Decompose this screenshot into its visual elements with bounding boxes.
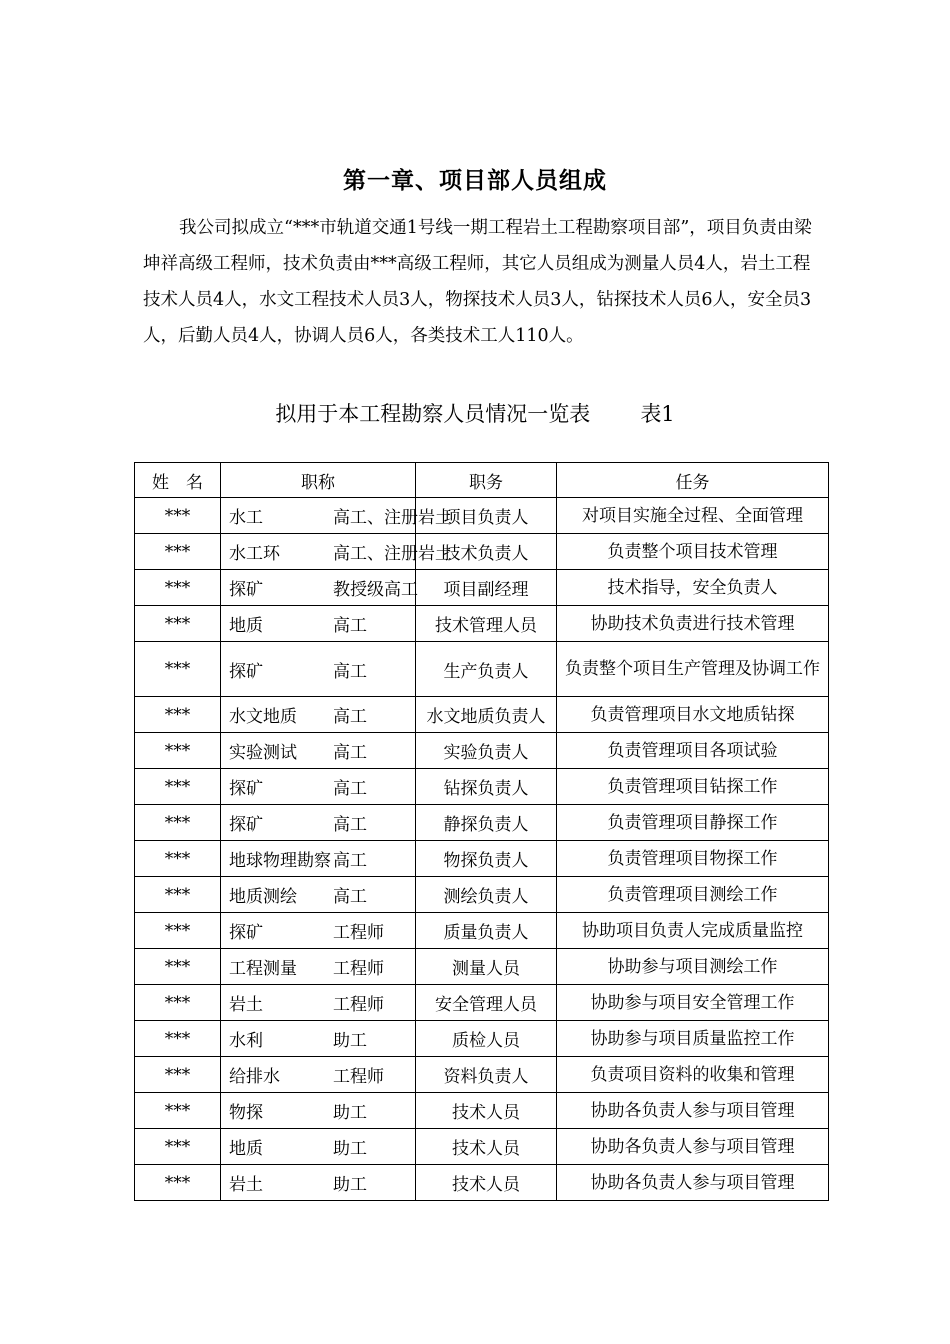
table-row <box>135 949 829 985</box>
header-task: 任务 <box>557 463 829 498</box>
header-name: 姓 名 <box>135 463 221 498</box>
cell-title <box>221 913 416 949</box>
cell-name: *** <box>135 1021 221 1057</box>
table-row <box>135 1021 829 1057</box>
cell-title-grade: 助工 <box>333 1175 367 1195</box>
cell-title-specialty: 水文地质 <box>229 707 297 727</box>
cell-title-specialty: 探矿 <box>229 580 263 600</box>
cell-title-specialty: 岩土 <box>229 995 263 1015</box>
cell-task: 协助各负责人参与项目管理 <box>557 1093 829 1129</box>
table-row <box>135 769 829 805</box>
cell-task: 技术指导，安全负责人 <box>557 570 829 606</box>
cell-title-grade: 助工 <box>333 1103 367 1123</box>
cell-title-grade: 教授级高工 <box>333 580 418 600</box>
cell-name: *** <box>135 1057 221 1093</box>
cell-title-specialty: 实验测试 <box>229 743 297 763</box>
cell-title-specialty: 探矿 <box>229 779 263 799</box>
cell-title-specialty: 探矿 <box>229 923 263 943</box>
cell-duty: 钻探负责人 <box>416 769 557 805</box>
cell-task: 协助项目负责人完成质量监控 <box>557 913 829 949</box>
cell-title <box>221 841 416 877</box>
cell-name: *** <box>135 877 221 913</box>
cell-duty: 项目负责人 <box>416 498 557 534</box>
cell-task: 协助参与项目质量监控工作 <box>557 1021 829 1057</box>
table-row <box>135 642 829 697</box>
table-row <box>135 534 829 570</box>
cell-title-specialty: 水工环 <box>229 544 280 564</box>
cell-duty: 测绘负责人 <box>416 877 557 913</box>
cell-title-specialty: 给排水 <box>229 1067 280 1087</box>
cell-title-grade: 助工 <box>333 1031 367 1051</box>
table-row <box>135 606 829 642</box>
cell-title-specialty: 水利 <box>229 1031 263 1051</box>
cell-duty: 水文地质负责人 <box>416 697 557 733</box>
cell-title-grade: 高工、注册岩土 <box>333 544 452 564</box>
cell-task: 负责管理项目钻探工作 <box>557 769 829 805</box>
cell-name: *** <box>135 1165 221 1201</box>
table-row <box>135 570 829 606</box>
cell-task: 负责管理项目测绘工作 <box>557 877 829 913</box>
table-row <box>135 1165 829 1201</box>
cell-title-grade: 高工 <box>333 616 367 636</box>
cell-name: *** <box>135 733 221 769</box>
cell-task: 负责整个项目生产管理及协调工作 <box>557 642 829 697</box>
cell-title-specialty: 地质 <box>229 616 263 636</box>
cell-title <box>221 642 416 697</box>
cell-duty: 质检人员 <box>416 1021 557 1057</box>
cell-name: *** <box>135 805 221 841</box>
cell-task: 协助各负责人参与项目管理 <box>557 1129 829 1165</box>
personnel-table <box>134 462 829 1201</box>
table-caption-text: 拟用于本工程勘察人员情况一览表 <box>275 402 591 426</box>
table-row <box>135 697 829 733</box>
cell-title <box>221 1165 416 1201</box>
table-body <box>135 498 829 1201</box>
table-row <box>135 913 829 949</box>
header-title: 职称 <box>221 463 416 498</box>
cell-name: *** <box>135 642 221 697</box>
cell-title-grade: 工程师 <box>333 1067 384 1087</box>
cell-duty: 技术管理人员 <box>416 606 557 642</box>
cell-task: 负责整个项目技术管理 <box>557 534 829 570</box>
cell-duty: 技术人员 <box>416 1129 557 1165</box>
cell-name: *** <box>135 498 221 534</box>
cell-title <box>221 1093 416 1129</box>
cell-title-specialty: 岩土 <box>229 1175 263 1195</box>
cell-title-grade: 助工 <box>333 1139 367 1159</box>
cell-task: 协助参与项目测绘工作 <box>557 949 829 985</box>
cell-task: 协助各负责人参与项目管理 <box>557 1165 829 1201</box>
cell-duty: 生产负责人 <box>416 642 557 697</box>
cell-title-grade: 高工 <box>333 815 367 835</box>
header-duty: 职务 <box>416 463 557 498</box>
cell-duty: 技术人员 <box>416 1093 557 1129</box>
cell-title <box>221 769 416 805</box>
cell-task: 负责管理项目静探工作 <box>557 805 829 841</box>
cell-title-specialty: 地球物理勘察 <box>229 851 331 871</box>
cell-title <box>221 498 452 534</box>
cell-title <box>221 949 416 985</box>
cell-task: 对项目实施全过程、全面管理 <box>557 498 829 534</box>
cell-title <box>221 805 416 841</box>
cell-title <box>221 1129 416 1165</box>
cell-title <box>221 1021 416 1057</box>
cell-name: *** <box>135 913 221 949</box>
cell-name: *** <box>135 606 221 642</box>
intro-paragraph-text: 我公司拟成立“***市轨道交通1号线一期工程岩土工程勘察项目部”，项目负责由梁坤祥高级工程师，技术负责由***高级工程师，其它人员组成为测量人员4人，岩土工程技术人员4人，水文工程技术人员3人，物探技术人员3人，钻探技术人员6人，安全员3人，后勤人员4人，协调人员6人，各类技术工人110人。 <box>143 218 812 346</box>
cell-title-grade: 工程师 <box>333 923 384 943</box>
cell-title-specialty: 地质测绘 <box>229 887 297 907</box>
cell-name: *** <box>135 1093 221 1129</box>
cell-title-grade: 高工 <box>333 743 367 763</box>
intro-paragraph <box>143 210 823 354</box>
table-caption <box>0 398 950 428</box>
cell-title-grade: 工程师 <box>333 959 384 979</box>
chapter-title: 第一章、项目部人员组成 <box>343 168 607 194</box>
cell-task: 协助技术负责进行技术管理 <box>557 606 829 642</box>
cell-name: *** <box>135 1129 221 1165</box>
cell-name: *** <box>135 769 221 805</box>
table-row <box>135 1093 829 1129</box>
cell-name: *** <box>135 949 221 985</box>
cell-title-specialty: 水工 <box>229 508 263 528</box>
cell-name: *** <box>135 570 221 606</box>
cell-title-specialty: 探矿 <box>229 815 263 835</box>
table-row <box>135 805 829 841</box>
table-row <box>135 1129 829 1165</box>
cell-title-specialty: 工程测量 <box>229 959 297 979</box>
table-number: 表1 <box>640 402 675 426</box>
cell-duty: 技术人员 <box>416 1165 557 1201</box>
table-row <box>135 498 829 534</box>
cell-duty: 技术负责人 <box>416 534 557 570</box>
table-row <box>135 841 829 877</box>
cell-title-grade: 高工、注册岩土 <box>333 508 452 528</box>
cell-duty: 物探负责人 <box>416 841 557 877</box>
table-header-row <box>135 463 829 498</box>
cell-title-grade: 高工 <box>333 707 367 727</box>
cell-task: 负责管理项目物探工作 <box>557 841 829 877</box>
table-row <box>135 985 829 1021</box>
cell-task: 协助参与项目安全管理工作 <box>557 985 829 1021</box>
cell-title <box>221 606 416 642</box>
cell-title <box>221 985 416 1021</box>
cell-name: *** <box>135 697 221 733</box>
cell-title <box>221 534 452 570</box>
table-row <box>135 733 829 769</box>
cell-title <box>221 697 416 733</box>
table-row <box>135 1057 829 1093</box>
cell-duty: 项目副经理 <box>416 570 557 606</box>
cell-duty: 资料负责人 <box>416 1057 557 1093</box>
cell-duty: 测量人员 <box>416 949 557 985</box>
table-row <box>135 877 829 913</box>
cell-title <box>221 570 416 606</box>
cell-duty: 静探负责人 <box>416 805 557 841</box>
cell-title-grade: 工程师 <box>333 995 384 1015</box>
cell-duty: 安全管理人员 <box>416 985 557 1021</box>
cell-title-grade: 高工 <box>333 779 367 799</box>
cell-title <box>221 877 416 913</box>
cell-duty: 质量负责人 <box>416 913 557 949</box>
cell-task: 负责管理项目水文地质钻探 <box>557 697 829 733</box>
cell-task: 负责项目资料的收集和管理 <box>557 1057 829 1093</box>
cell-title <box>221 1057 416 1093</box>
cell-title <box>221 733 416 769</box>
cell-title-grade: 高工 <box>333 887 367 907</box>
cell-title-specialty: 探矿 <box>229 661 263 682</box>
cell-name: *** <box>135 841 221 877</box>
cell-duty: 实验负责人 <box>416 733 557 769</box>
cell-title-specialty: 物探 <box>229 1103 263 1123</box>
cell-title-grade: 高工 <box>333 851 367 871</box>
cell-title-grade: 高工 <box>333 661 367 682</box>
cell-name: *** <box>135 985 221 1021</box>
cell-task: 负责管理项目各项试验 <box>557 733 829 769</box>
cell-title-specialty: 地质 <box>229 1139 263 1159</box>
cell-name: *** <box>135 534 221 570</box>
